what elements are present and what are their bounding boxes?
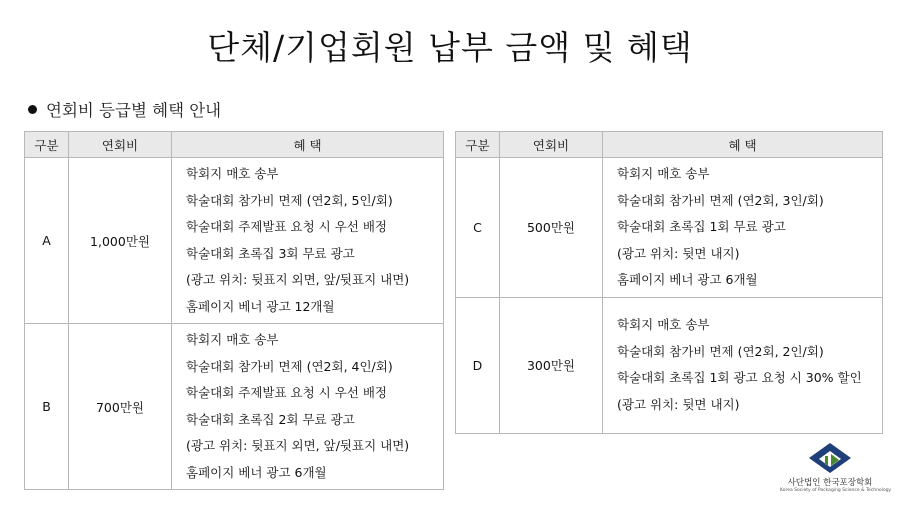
benefit-item: 학회지 매호 송부 — [617, 317, 710, 332]
header-benefits: 혜 택 — [603, 132, 883, 158]
grade-cell: A — [25, 158, 69, 324]
table-header-row — [456, 132, 883, 158]
benefit-item: 학술대회 초록집 1회 광고 요청 시 30% 할인 — [617, 370, 862, 385]
benefit-item: 홈페이지 베너 광고 6개월 — [617, 272, 758, 287]
benefit-item: (광고 위치: 뒷표지 외면, 앞/뒷표지 내면) — [186, 272, 410, 287]
benefit-item: 학술대회 참가비 면제 (연2회, 5인/회) — [186, 192, 393, 208]
benefits-cell — [603, 297, 883, 433]
header-fee: 연회비 — [69, 132, 172, 158]
society-logo-icon — [808, 442, 852, 474]
grade-cell: C — [456, 158, 500, 298]
benefit-item: (광고 위치: 뒷면 내지) — [617, 245, 740, 261]
page-title: 단체/기업회원 납부 금액 및 혜택 — [207, 28, 693, 67]
benefit-item: 학술대회 주제발표 요청 시 우선 배정 — [186, 219, 387, 234]
section-heading-text: 연회비 등급별 혜택 안내 — [46, 101, 222, 120]
section-heading — [28, 97, 221, 121]
benefit-item: 학술대회 주제발표 요청 시 우선 배정 — [186, 385, 387, 400]
fee-table-left — [24, 131, 444, 490]
benefit-item: 학회지 매호 송부 — [186, 332, 279, 347]
benefit-item: 학술대회 참가비 면제 (연2회, 2인/회) — [617, 343, 824, 359]
header-fee: 연회비 — [500, 132, 603, 158]
benefits-cell — [172, 324, 444, 490]
table-header-row — [25, 132, 444, 158]
grade-cell: B — [25, 324, 69, 490]
benefits-cell — [603, 158, 883, 298]
society-name: 사단법인 한국포장학회 — [787, 478, 873, 488]
benefit-item: 학회지 매호 송부 — [186, 166, 279, 181]
fee-table-right — [455, 131, 883, 434]
benefit-item: 학술대회 초록집 2회 무료 광고 — [186, 411, 355, 427]
fee-cell: 1,000만원 — [69, 158, 172, 324]
header-grade: 구분 — [456, 132, 500, 158]
table-row — [456, 158, 883, 298]
benefit-item: 홈페이지 베너 광고 12개월 — [186, 298, 335, 314]
fee-cell: 700만원 — [69, 324, 172, 490]
benefit-item: 학술대회 참가비 면제 (연2회, 4인/회) — [186, 358, 393, 374]
fee-cell: 500만원 — [500, 158, 603, 298]
grade-cell: D — [456, 297, 500, 433]
header-benefits: 혜 택 — [172, 132, 444, 158]
society-logo — [780, 442, 892, 498]
benefit-item: 학술대회 초록집 3회 무료 광고 — [186, 245, 355, 261]
table-row — [456, 297, 883, 433]
benefit-item: 학회지 매호 송부 — [617, 166, 710, 181]
bullet-icon — [28, 105, 37, 114]
table-row — [25, 324, 444, 490]
fee-cell: 300만원 — [500, 297, 603, 433]
header-grade: 구분 — [25, 132, 69, 158]
society-name-en: Korea Society of Packaging Science & Technology — [780, 488, 892, 493]
benefit-item: (광고 위치: 뒷면 내지) — [617, 396, 740, 412]
benefit-item: 학술대회 참가비 면제 (연2회, 3인/회) — [617, 192, 824, 208]
table-row — [25, 158, 444, 324]
benefit-item: 학술대회 초록집 1회 무료 광고 — [617, 219, 786, 234]
benefit-item: 홈페이지 베너 광고 6개월 — [186, 464, 327, 480]
benefit-item: (광고 위치: 뒷표지 외면, 앞/뒷표지 내면) — [186, 438, 410, 453]
benefits-cell — [172, 158, 444, 324]
